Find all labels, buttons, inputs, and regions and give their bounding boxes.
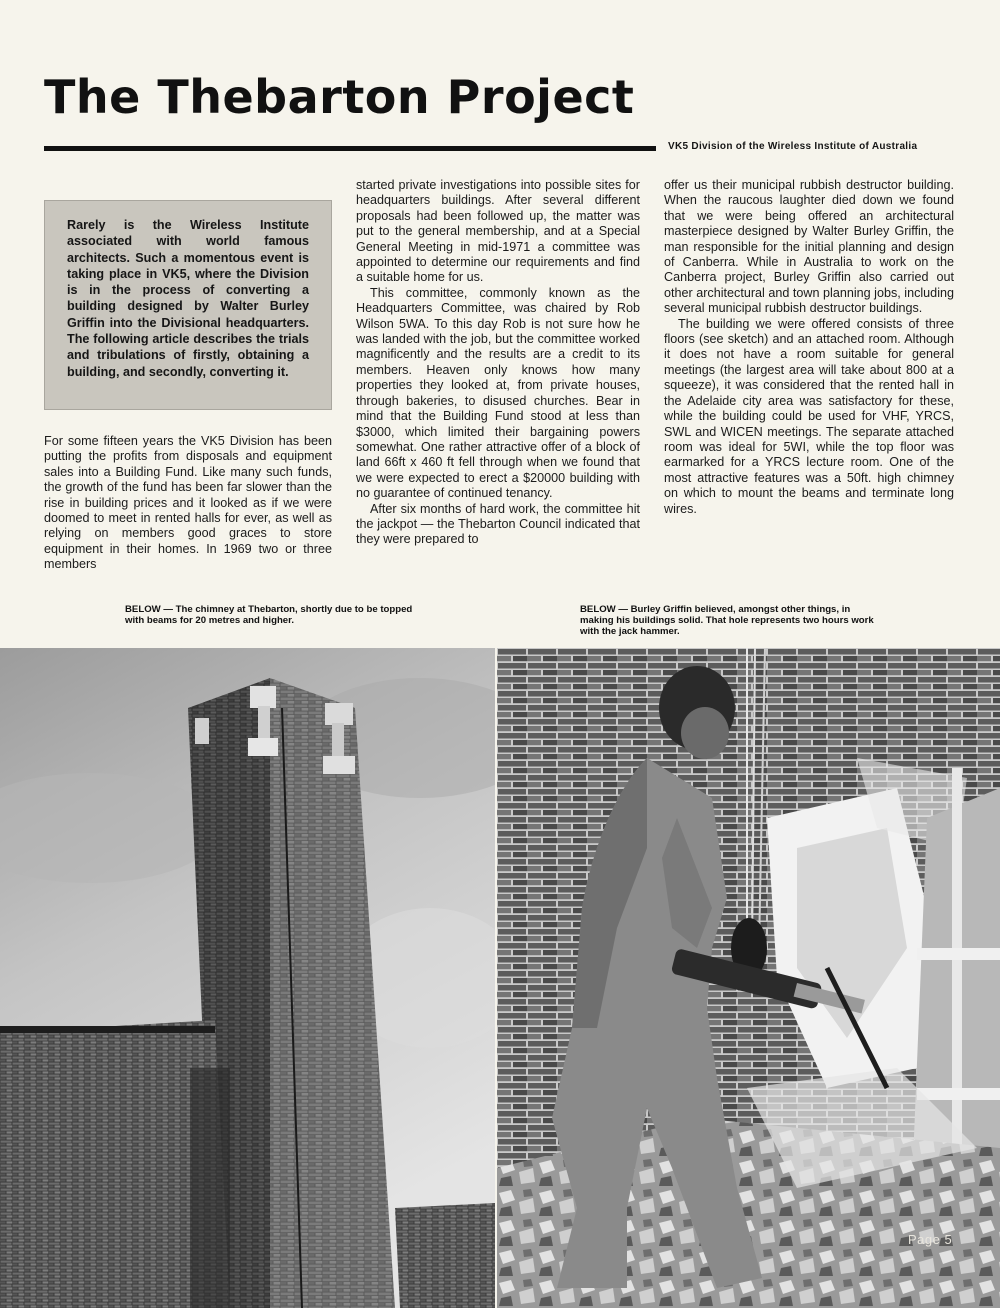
column-3 xyxy=(664,178,954,517)
jackhammer-photo xyxy=(497,648,1000,1308)
intro-text: Rarely is the Wireless Institute associated with world famous architects. Such a momentous event is taking place in VK5, where the Division is in the process of converting a building designed by Walter Burley Griffin into the Divisional headquarters. The following article describes the trials and tribulations of firstly, obtaining a building, and secondly, converting it. xyxy=(67,218,309,379)
paragraph: started private investigations into possible sites for headquarters buildings. After several different proposals had been followed up, the matter was put to the general membership, and at a Special General Meeting in mid-1971 a committee was appointed to determine our requirements and find a suitable home for us. xyxy=(356,178,640,285)
paragraph: For some fifteen years the VK5 Division has been putting the profits from disposals and equipment sales into a Building Fund. Like many such funds, the growth of the fund has been far slower than the rise in building prices and it looked as if we were doomed to meet in rented halls for ever, as well as relying on members good graces to store equipment in their homes. In 1969 two or three members xyxy=(44,434,332,572)
worker-illustration xyxy=(497,648,1000,1308)
column-2 xyxy=(356,178,640,548)
paragraph: After six months of hard work, the committee hit the jackpot — the Thebarton Council indicated that they were prepared to xyxy=(356,501,640,547)
article-title: The Thebarton Project xyxy=(44,70,635,124)
intro-box xyxy=(44,200,332,410)
organization-line: VK5 Division of the Wireless Institute of Australia xyxy=(668,141,918,152)
page-number: Page 5 xyxy=(908,1232,953,1247)
title-rule xyxy=(44,146,656,151)
caption-jackhammer: BELOW — Burley Griffin believed, amongst other things, in making his buildings solid. That hole represents two hours work with the jack hammer. xyxy=(580,604,874,637)
paragraph: offer us their municipal rubbish destructor building. When the raucous laughter died down we found that we were being offered an architectural masterpiece designed by Walter Burley Griffin, the man responsible for the initial planning and design of Canberra. While in Australia to work on the Canberra project, Burley Griffin also carried out other architectural and town planning jobs, including several municipal rubbish destructor buildings. xyxy=(664,178,954,316)
paragraph: The building we were offered consists of three floors (see sketch) and an attached room. Although it does not have a room suitable for general meetings (the largest area will take about 800 at a squeeze), it was considered that the rented hall in the Adelaide city area was satisfactory for these, while the building could be used for VHF, YRCS, SWL and WICEN meetings. The separate attached room was ideal for 5WI, while the top floor was earmarked for a YRCS lecture room. One of the most attractive features was a 50ft. high chimney on which to mount the beams and terminate long wires. xyxy=(664,316,954,516)
chimney-photo xyxy=(0,648,495,1308)
column-1 xyxy=(44,434,332,573)
paragraph: This committee, commonly known as the Headquarters Committee, was chaired by Rob Wilson 5WA. To this day Rob is not sure how he was landed with the job, but the committee worked magnificently and the results are a credit to its members. Heaven only knows how many properties they looked at, from private houses, through bakeries, to disused churches. Bear in mind that the Building Fund stood at less than $3000, which limited their bargaining powers somewhat. One rather attractive offer of a block of land 66ft x 460 ft fell through when we found that we were expected to erect a $20000 building with no guarantee of continued tenancy. xyxy=(356,285,640,501)
caption-chimney: BELOW — The chimney at Thebarton, shortly due to be topped with beams for 20 metres and higher. xyxy=(125,604,413,626)
chimney-illustration xyxy=(0,648,495,1308)
